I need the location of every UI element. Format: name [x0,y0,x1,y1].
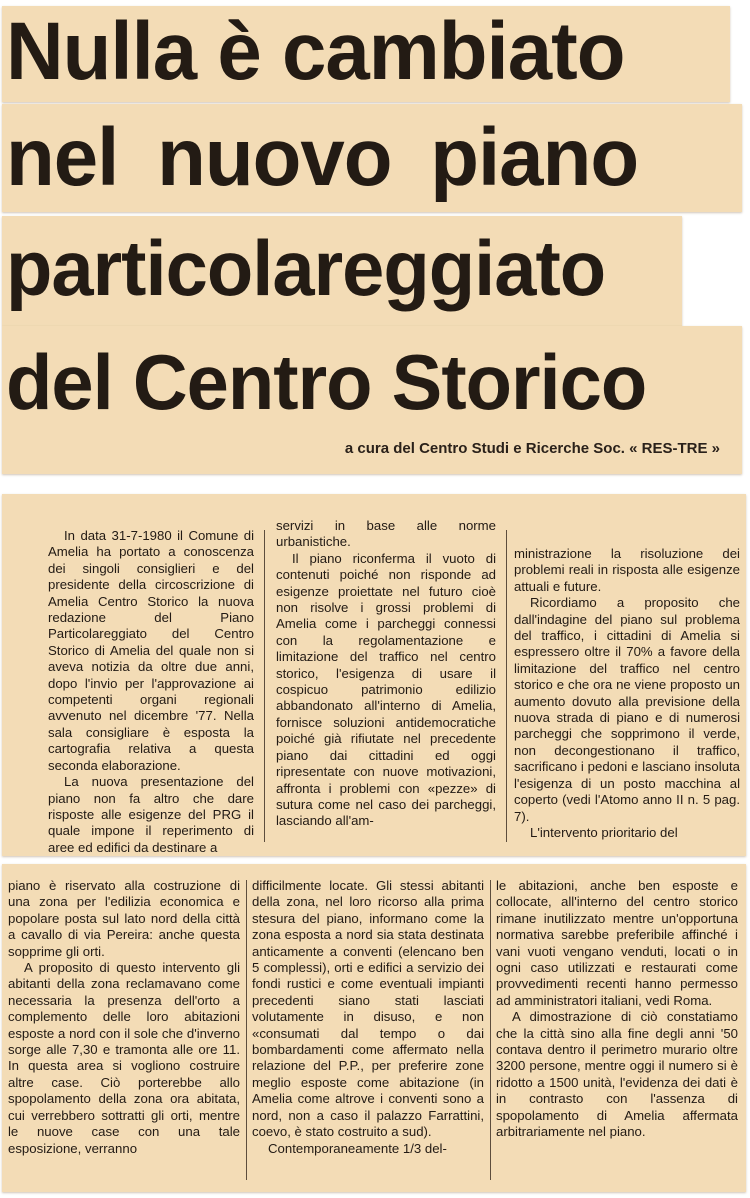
bottom-column-1 [8,878,240,1190]
paragraph: le abitazioni, anche ben esposte e collocate, all'interno del centro storico rimane inutilizzato mentre un'opportuna normativa sarebbe preferibile affinché i vani vuoti vengano venduti, locati o in ogni caso utilizzati e restaurati come provvedimenti recenti hanno permesso ad amministratori italiani, vedi Roma. [496,878,738,1008]
headline-line-1: Nulla è cambiato [6,6,625,97]
paragraph: L'intervento prioritario del [530,824,678,840]
headline-line-3: particolareggiato [6,224,606,312]
headline-line-2: nel nuovo piano [6,112,639,203]
paragraph: In data 31-7-1980 il Comune di Amelia ha portato a conoscenza dei singoli consiglieri e del presidente della circoscrizione di Amelia Centro Storico la nuova redazione del Piano Particolareggiato del Centro Storico di Amelia del quale non si aveva notizia da oltre due anni, dopo l'invio per l'approvazione ai competenti organi regionali avvenuto nel dicembre '77. Nella sala consigliare è esposta la cartografia relativa a questa seconda elaborazione. [48,528,254,773]
byline: a cura del Centro Studi e Ricerche Soc. « RES-TRE » [344,440,720,457]
paragraph: piano è riservato alla costruzione di una zona per l'edilizia economica e popolare posta sul lato nord della città a cavallo di via Pereira: anche questa sopprime gli orti. [8,878,240,959]
column-rule [264,530,265,842]
column-rule [246,880,247,1180]
column-rule [506,530,507,842]
paragraph: La nuova presentazione del piano non fa altro che dare risposte alle esigenze del PRG il quale impone il reperimento di aree ed edifici da destinare a [48,774,254,855]
paragraph: Contemporaneamente 1/3 del- [268,1140,447,1156]
bottom-column-2 [252,878,484,1190]
paragraph: difficilmente locate. Gli stessi abitanti della zona, nel loro ricorso alla prima stesura del piano, informano come la zona esposta a nord sia stata destinata anticamente a conventi (elencano ben 5 complessi), orti e edifici a servizio dei fondi rustici e come eventuali impianti precedenti siano stati lasciati volutamente in disuso, e non «consumati dal tempo o dai bombardamenti come affermato nella relazione del P.P., per preferire zone meglio esposte come abitazione (in Amelia come altrove i conventi sono a nord, non a caso il palazzo Farrattini, coevo, è stato costruito a sud). [252,878,484,1140]
paragraph: servizi in base alle norme urbanistiche. [276,518,496,550]
paragraph: A dimostrazione di ciò constatiamo che la città sino alla fine degli anni '50 contava dentro il perimetro murario oltre 3200 persone, mentre oggi il numero si è ridotto a 1500 unità, l'evidenza dei dati è in contrasto con l'assenza di spopolamento di Amelia affermata arbitrariamente nel piano. [496,1009,738,1140]
paragraph: ministrazione la risoluzione dei problemi reali in risposta alle esigenze attuali e future. [514,546,740,594]
paragraph: A proposito di questo intervento gli abitanti della zona reclamavano come necessaria la presenza dell'orto a complemento delle loro abitazioni esposte a nord con il sole che d'inverno sorge alle 7,30 e tramonta alle ore 11. In questa area si vogliono costruire altre case. Ciò porterebbe allo spopolamento della zona ora abitata, cui verrebbero sottratti gli orti, mentre le nuove case con una tale esposizione, verranno [8,960,240,1156]
column-rule [490,880,491,1180]
paragraph: Il piano riconferma il vuoto di contenuti poiché non risponde ad esigenze proiettate nel futuro cioè non risolve i grossi problemi di Amelia come i parcheggi connessi con la regolamentazione e limitazione del traffico nel centro storico, l'esigenza di usare il cospicuo patrimonio edilizio abbandonato all'interno di Amelia, fornisce soluzioni antidemocratiche poiché già rifiutate nel precedente piano dai cittadini ed oggi ripresentate con nuove motivazioni, affronta i problemi con «pezze» di sutura come nel caso dei parcheggi, lasciando all'am- [276,550,496,829]
top-column-3 [514,546,740,852]
top-column-1 [48,528,254,855]
bottom-column-3 [496,878,738,1190]
headline-line-4: del Centro Storico [6,338,647,426]
paragraph: Ricordiamo a proposito che dall'indagine del piano sul problema del traffico, i cittadini di Amelia si espressero oltre il 70% a favore della limitazione del traffico nel centro storico e che ora ne viene proposto un aumento dovuto alla previsione della nuova strada di piano e di numerosi parcheggi che sopprimono il verde, non decongestionano il traffico, sacrificano i pedoni e lasciano insoluta l'esigenza di un posto macchina al coperto (vedi l'Atomo anno II n. 5 pag. 7). [514,595,740,824]
top-column-2 [276,518,496,844]
